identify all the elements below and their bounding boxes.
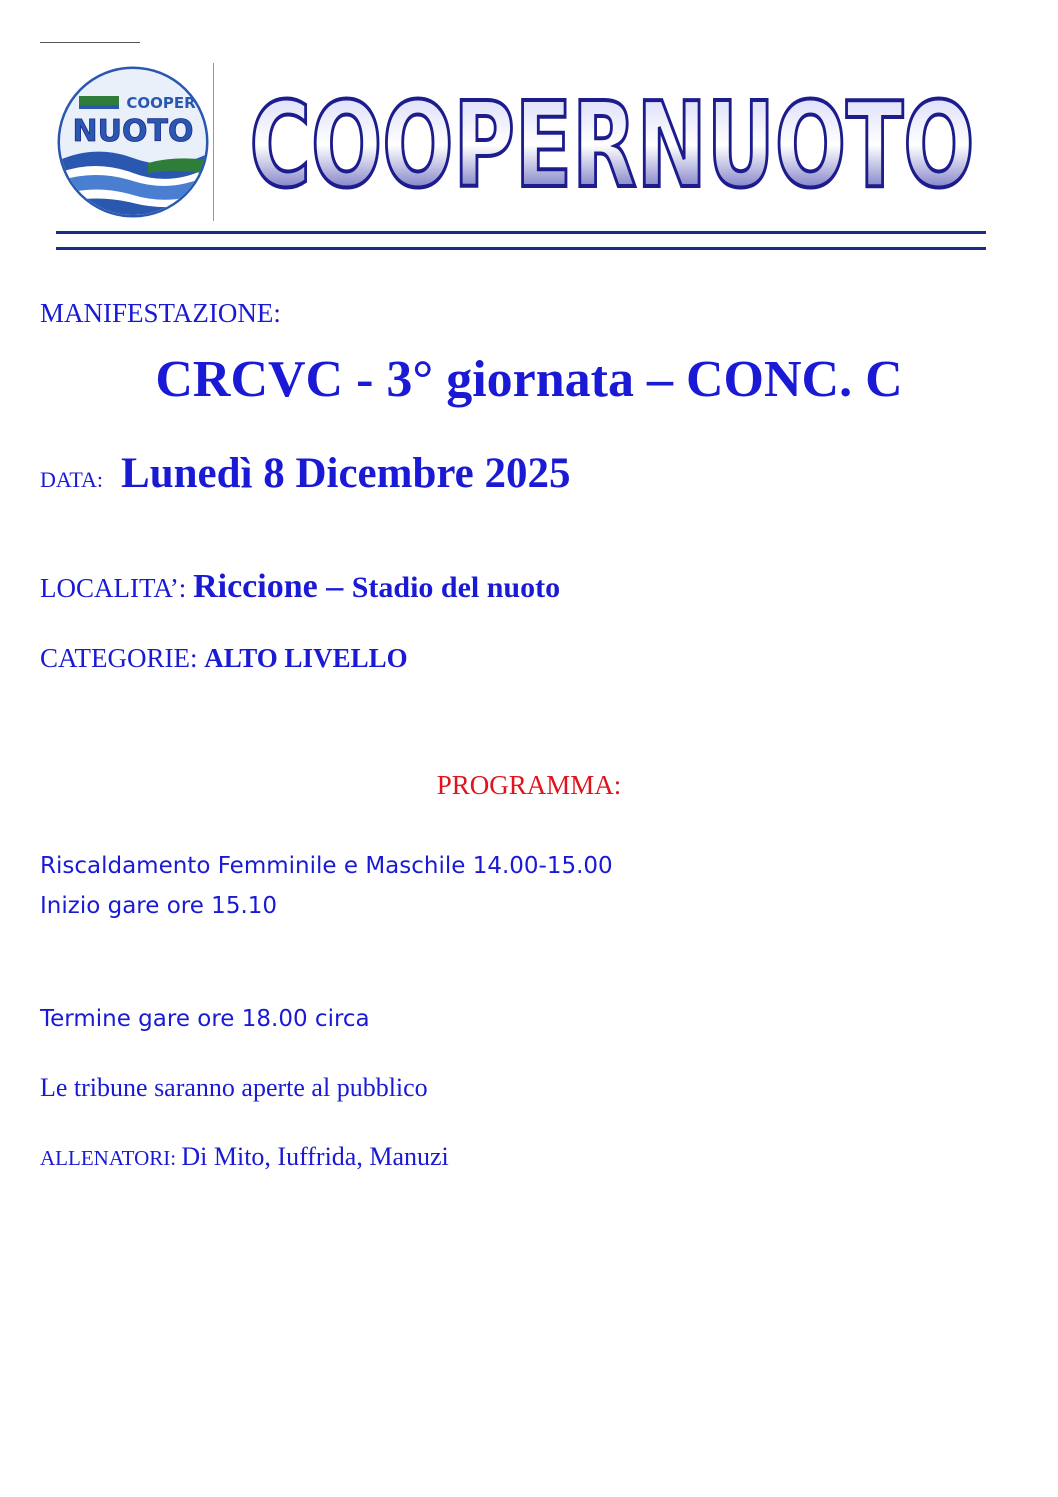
club-title [240,80,985,200]
categories-row [40,643,408,674]
event-date: Lunedì 8 Dicembre 2025 [121,450,571,497]
club-title-text: COOPERNUOTO [249,80,975,200]
program-heading: PROGRAMMA: [436,770,622,800]
date-label: DATA: [40,467,104,492]
coaches-label: ALLENATORI: [40,1146,182,1170]
location-venue: Stadio del nuoto [351,571,561,604]
location-city: Riccione [193,568,327,605]
date-row [40,449,571,498]
coaches-row [40,1142,449,1172]
program-start: Inizio gare ore 15.10 [40,893,278,919]
header-rule-bottom [56,247,986,250]
header-rule-top [56,231,986,234]
manifestazione-label: MANIFESTAZIONE: [40,298,281,328]
event-name: CRCVC - 3° giornata – CONC. C [155,351,903,408]
logo-text-cooper: COOPER [126,94,196,112]
program-end: Termine gare ore 18.00 circa [40,1006,370,1032]
location-dash: – [326,568,352,605]
categories-value: ALTO LIVELLO [204,643,408,673]
program-warmup: Riscaldamento Femminile e Maschile 14.00-15.00 [40,853,613,879]
categories-label: CATEGORIE: [40,643,205,673]
location-row [40,568,560,606]
coaches-names: Di Mito, Iuffrida, Manuzi [181,1142,449,1171]
program-tribune: Le tribune saranno aperte al pubblico [40,1073,428,1102]
logo-text-nuoto: NUOTO [72,114,194,149]
club-logo [53,63,214,221]
location-label: LOCALITA’: [40,573,194,603]
top-rule [40,42,140,43]
